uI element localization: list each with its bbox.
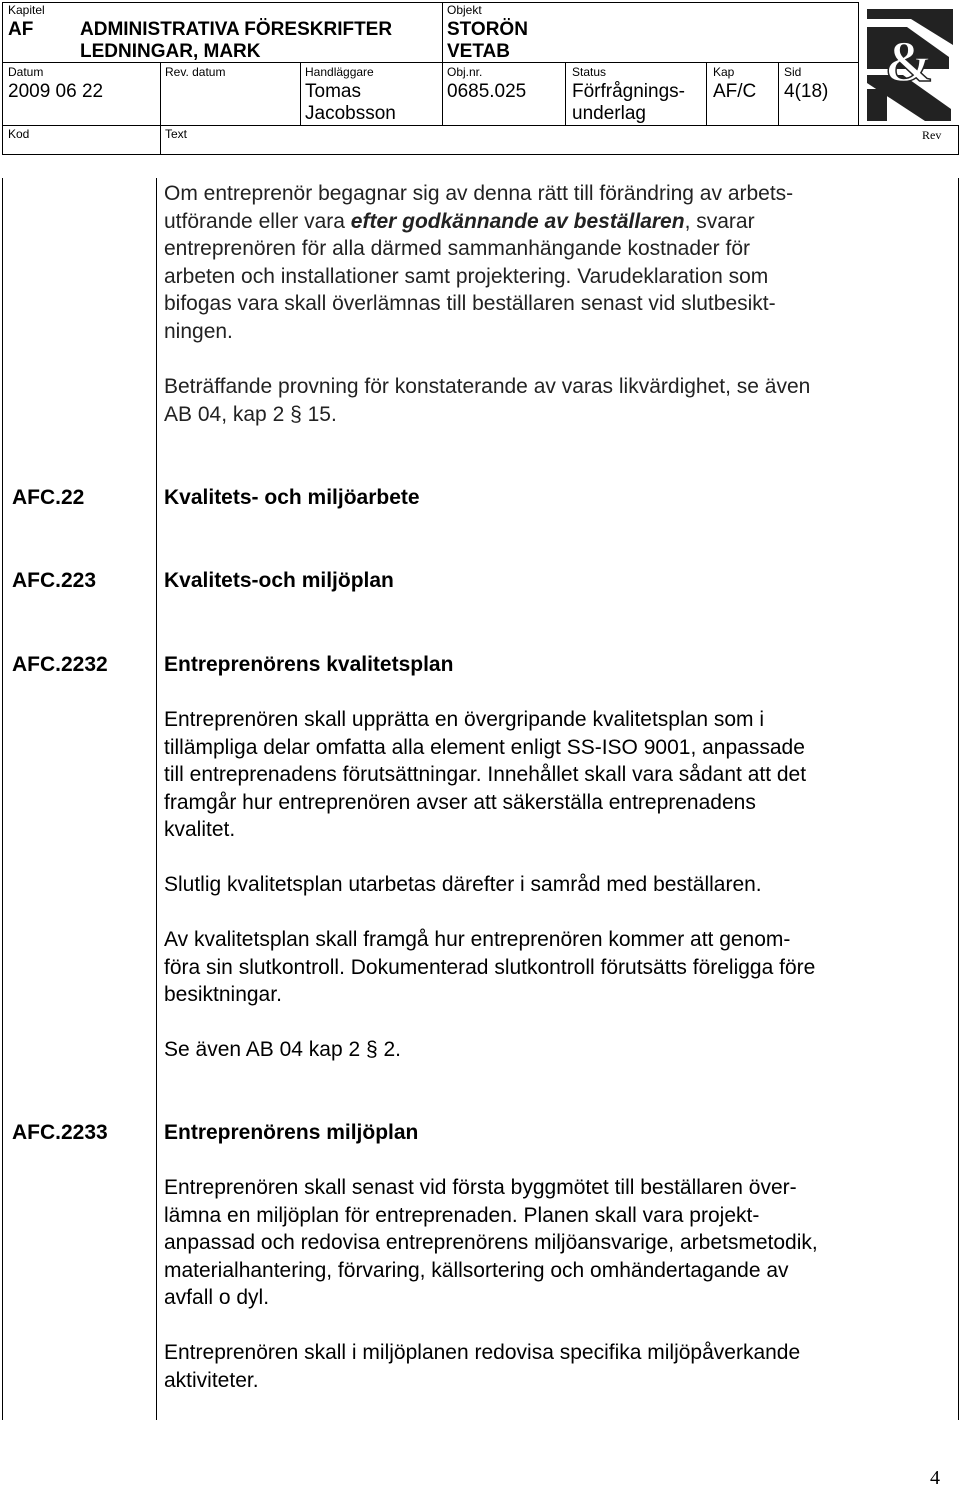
paragraph-line: Se även AB 04 kap 2 § 2. [164,1038,402,1061]
section-heading: Kvalitets- och miljöarbete [164,486,420,509]
paragraph-line: lämna en miljöplan för entreprenaden. Planen skall vara projekt- [164,1203,760,1227]
quality-plan-paragraph-4 [164,1036,924,1064]
paragraph-line: materialhantering, förvaring, källsortering och omhändertagande av [164,1258,789,1282]
paragraph-line: besiktningar. [164,983,282,1006]
kod-label: Kod [8,127,30,141]
intro-p1-emphasis: efter godkännande av beställaren [350,209,685,233]
kapitel-label: Kapitel [8,3,45,17]
status-line1: Förfrågnings- [572,81,685,102]
rev-label: Rev [922,128,942,142]
page-number: 4 [930,1467,940,1489]
kap-label: Kap [713,65,735,79]
section-code: AFC.22 [12,486,85,509]
sid-label: Sid [784,65,802,79]
section-heading: Entreprenörens miljöplan [164,1121,419,1144]
paragraph-line: avfall o dyl. [164,1286,270,1309]
paragraph-line: Entreprenören skall i miljöplanen redovisa specifika miljöpåverkande [164,1341,801,1364]
paragraph-line: Slutlig kvalitetsplan utarbetas därefter i samråd med beställaren. [164,873,762,896]
intro-p1-line: Om entreprenör begagnar sig av denna rätt till förändring av arbets- [164,182,794,205]
handlaggare-line2: Jacobsson [305,103,396,124]
paragraph-line: tillämpliga delar omfatta alla element enligt SS-ISO 9001, anpassade [164,735,805,759]
datum-value: 2009 06 22 [8,81,104,102]
document-title-line2: LEDNINGAR, MARK [80,41,261,62]
paragraph-line: kvalitet. [164,818,236,841]
status-label: Status [572,65,607,79]
paragraph-line: framgår hur entreprenören avser att säkerställa entreprenadens [164,790,756,814]
status-line2: underlag [572,103,646,124]
handlaggare-line1: Tomas [305,81,361,102]
paragraph-line: föra sin slutkontroll. Dokumenterad slutkontroll förutsätts föreligga före [164,955,816,979]
kapitel-value: AF [8,19,34,40]
logo-graphic [863,5,956,122]
intro-p2-line: AB 04, kap 2 § 15. [164,402,337,426]
objekt-line2: VETAB [447,41,510,62]
paragraph-line: anpassad och redovisa entreprenörens miljöansvarige, arbetsmetodik, [164,1231,818,1254]
intro-p1-line [164,208,924,236]
paragraph-line: aktiviteter. [164,1368,259,1392]
handlaggare-label: Handläggare [305,65,374,79]
objekt-label: Objekt [447,3,482,17]
section-code: AFC.223 [12,569,97,592]
company-logo [863,5,956,122]
quality-plan-paragraph-3 [164,926,924,1009]
intro-p1-line: bifogas vara skall överlämnas till beställaren senast vid slutbesikt- [164,292,776,315]
section-code: AFC.2233 [12,1121,108,1144]
datum-label: Datum [8,65,44,79]
paragraph-line: Entreprenören skall upprätta en övergripande kvalitetsplan som i [164,708,765,731]
logo-ampersand: & [884,29,934,94]
section-heading: Entreprenörens kvalitetsplan [164,653,454,676]
section-code: AFC.2232 [12,653,108,676]
document-title-line1: ADMINISTRATIVA FÖRESKRIFTER [80,19,393,40]
kap-value: AF/C [713,81,757,102]
intro-p1-line: arbeten och installationer samt projektering. Varudeklaration som [164,264,769,288]
intro-p1-text: , svarar [684,209,755,233]
paragraph-line: till entreprenadens förutsättningar. Innehållet skall vara sådant att det [164,763,807,786]
intro-p1-line: ningen. [164,319,233,343]
quality-plan-paragraph-2 [164,871,924,899]
objekt-line1: STORÖN [447,19,528,40]
intro-p2-line: Beträffande provning för konstaterande av varas likvärdighet, se även [164,375,811,398]
intro-paragraph-2 [164,373,924,428]
section-heading: Kvalitets-och miljöplan [164,569,394,592]
paragraph-line: Entreprenören skall senast vid första byggmötet till beställaren över- [164,1176,797,1199]
intro-p1-text: utförande eller vara [164,209,351,233]
text-label: Text [165,127,188,141]
environment-plan-paragraph-2 [164,1339,924,1394]
revdatum-label: Rev. datum [165,65,226,79]
intro-p1-line: entreprenören för alla därmed sammanhängande kostnader för [164,237,751,260]
quality-plan-paragraph-1 [164,706,924,844]
objnr-label: Obj.nr. [447,65,483,79]
environment-plan-paragraph-1 [164,1174,924,1312]
paragraph-line: Av kvalitetsplan skall framgå hur entreprenören kommer att genom- [164,928,791,951]
sid-value: 4(18) [784,81,829,102]
intro-paragraph-1 [164,180,924,345]
objnr-value: 0685.025 [447,81,527,102]
